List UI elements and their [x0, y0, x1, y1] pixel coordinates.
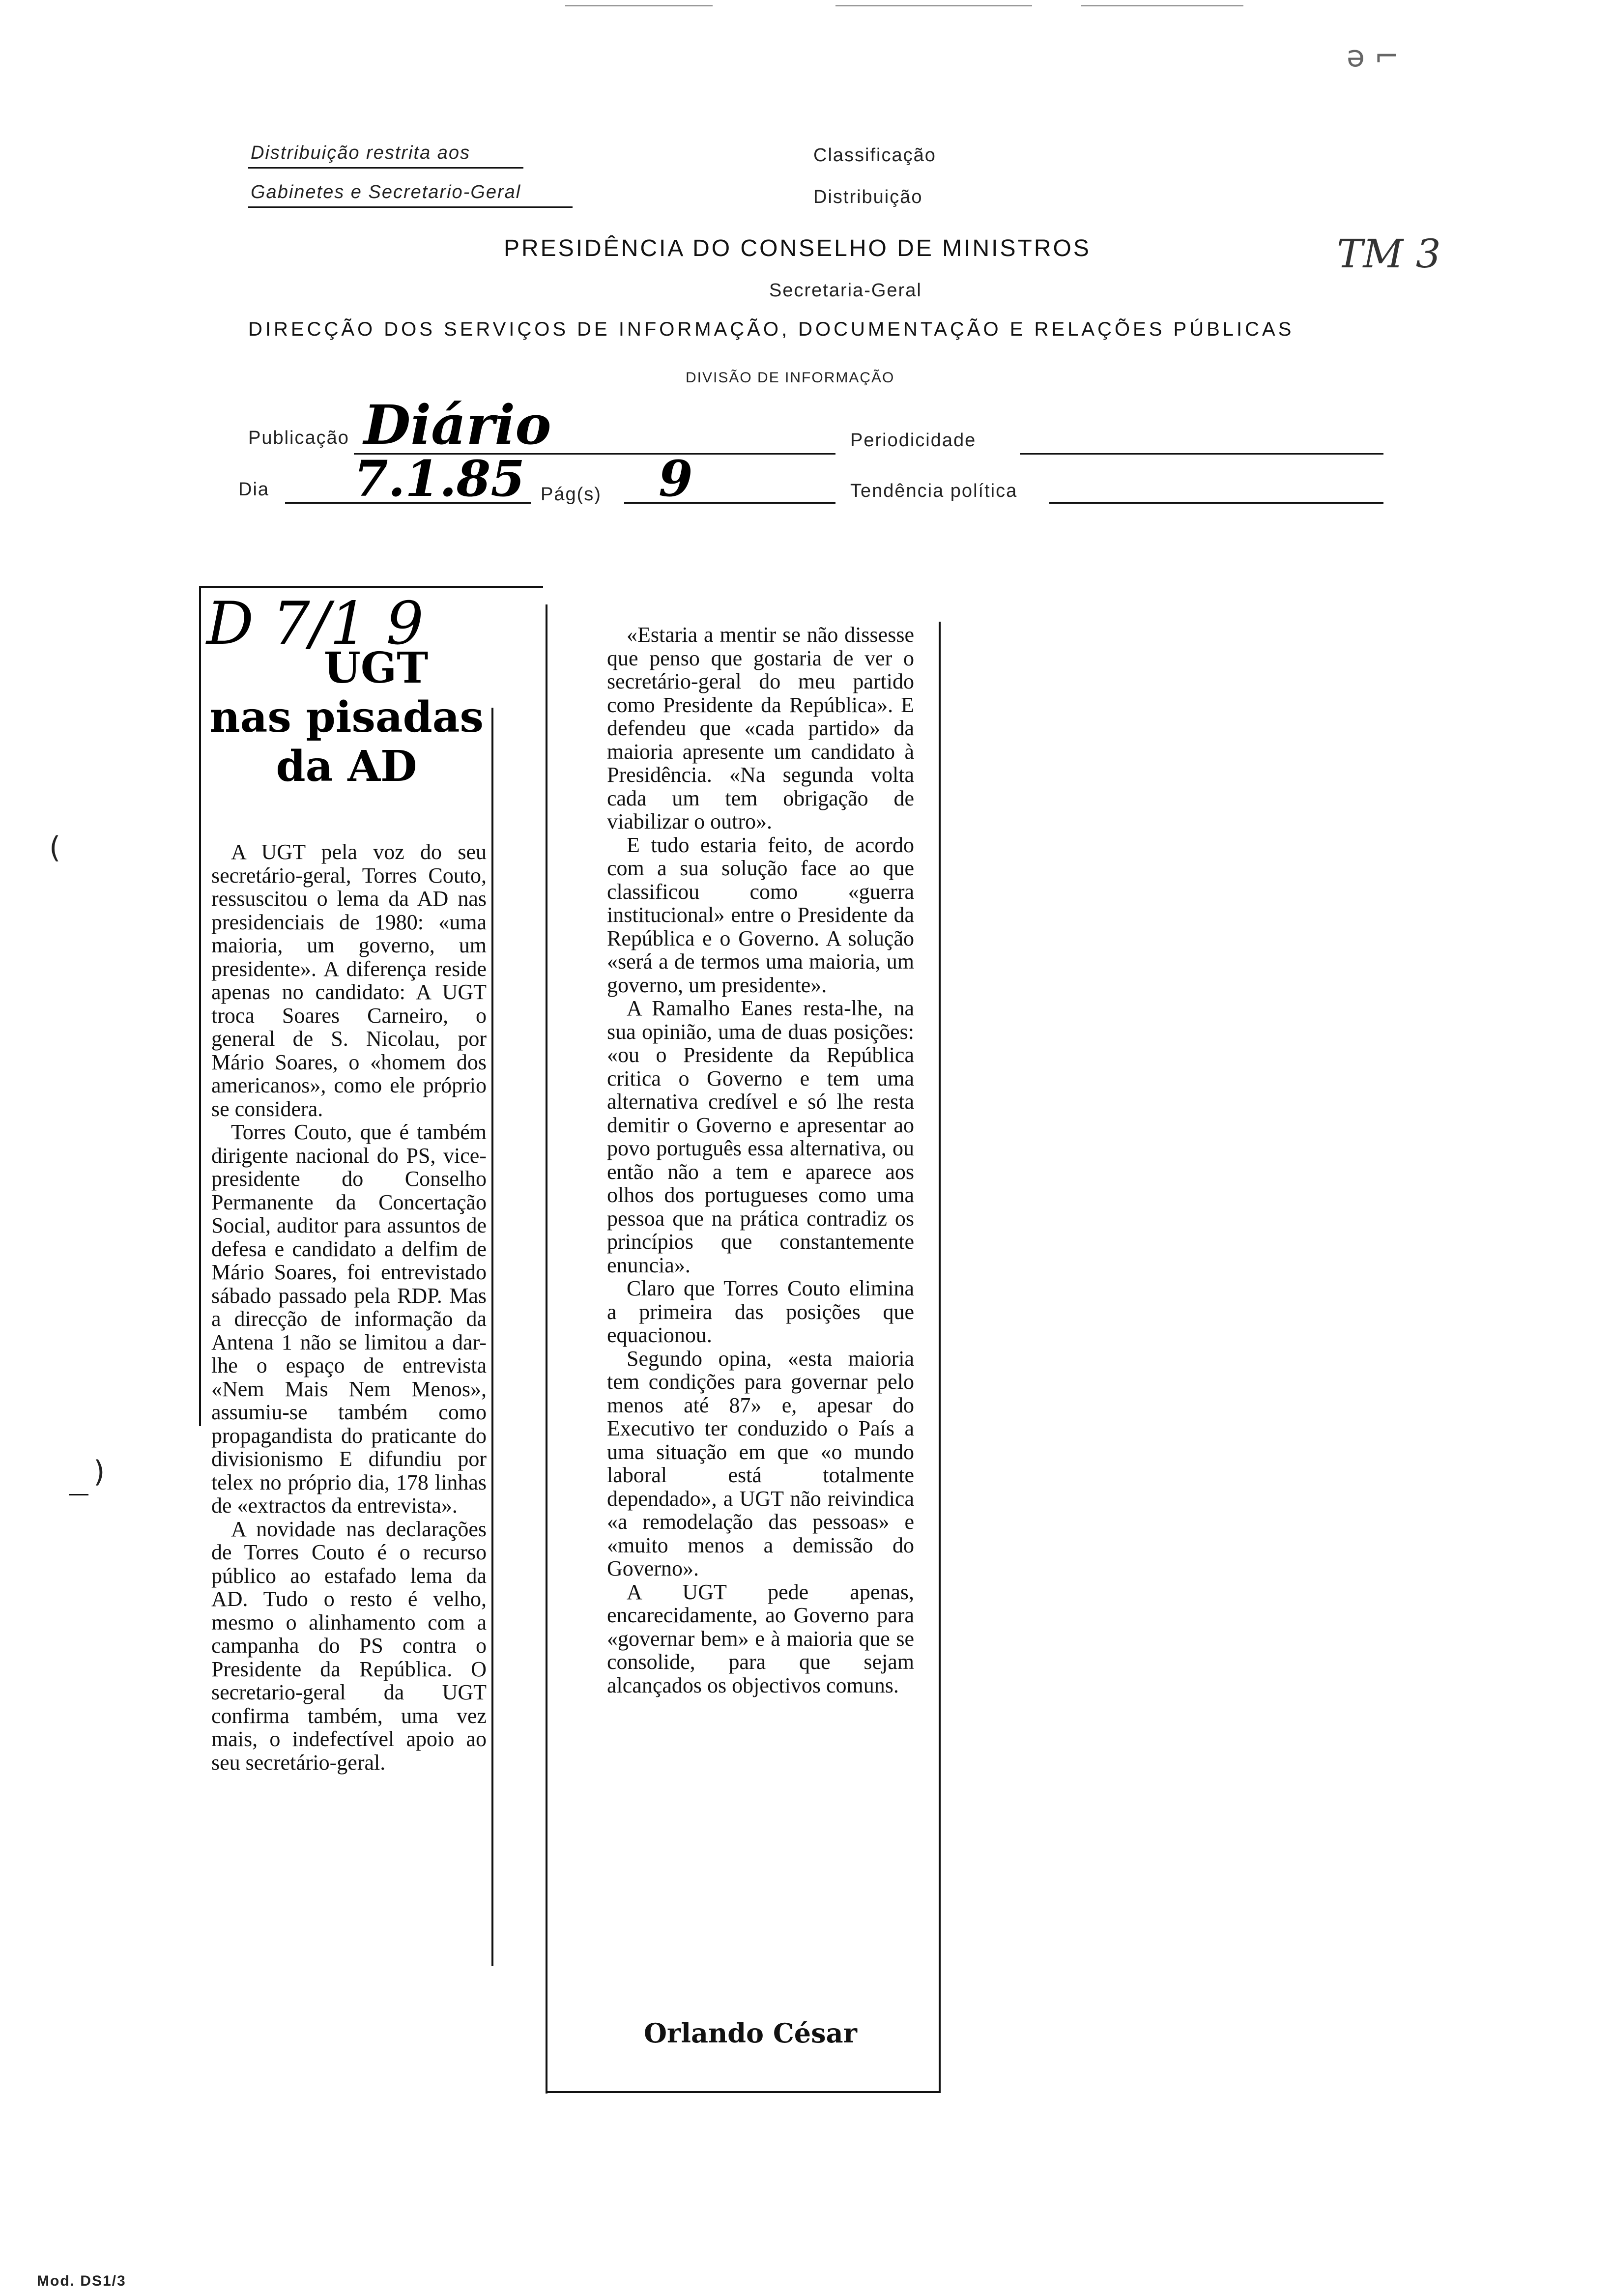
- col2-paragraph: Segundo opina, «esta maioria tem condições para governar pelo menos até 87» e, apesar do Executivo ter conduzido o País a uma situação em que «o mundo laboral está totalmente dependado», a UGT não reivindica «a remodelação das pessoas» e «muito menos a demissão do Governo».: [607, 1346, 914, 1580]
- margin-bracket-mark: (: [49, 831, 61, 865]
- pages-handwritten: 9: [659, 450, 693, 508]
- pages-line: [624, 502, 835, 504]
- corner-scribble: ǝ ⌐: [1347, 39, 1399, 74]
- col1-right-border: [491, 708, 493, 1966]
- distribution-label: Distribuição: [813, 187, 923, 207]
- article-column-2: [607, 623, 914, 1697]
- publication-label: Publicação: [248, 428, 349, 448]
- distribution-note-line1: Distribuição restrita aos: [251, 143, 471, 163]
- col2-left-border: [546, 604, 547, 2094]
- col2-right-border: [939, 622, 941, 2091]
- article-headline: [202, 644, 491, 791]
- scan-edge-line: [835, 5, 1032, 6]
- clip-top-border: [199, 586, 543, 588]
- col2-paragraph: E tudo estaria feito, de acordo com a sua solução face ao que classificou como «guerra institucional» entre o Presidente da República e o Governo. A solução «será a de termos uma maioria, um governo, um presidente».: [607, 832, 914, 997]
- footer-form-code: Mod. DS1/3: [37, 2273, 126, 2289]
- col2-paragraph: A Ramalho Eanes resta-lhe, na sua opinião, uma de duas posições: «ou o Presidente da República critica o Governo e tem uma alternativa credível e só lhe resta demitir o Governo e apresentar ao povo português essa alternativa, ou então não a tem e aparece aos olhos dos portugueses como uma pessoa que na prática contradiz os princípios que constantemente enuncia».: [607, 996, 914, 1277]
- col2-paragraph: Claro que Torres Couto elimina a primeira das posições que equacionou.: [607, 1276, 914, 1347]
- distribution-underline: [248, 167, 523, 169]
- distribution-underline: [248, 206, 573, 208]
- scan-edge-line: [1081, 5, 1243, 6]
- scan-edge-line: [565, 5, 713, 6]
- distribution-note-line2: Gabinetes e Secretario-Geral: [251, 182, 521, 202]
- tendency-line: [1049, 502, 1383, 504]
- periodicity-line: [1020, 453, 1383, 455]
- division-title: DIVISÃO DE INFORMAÇÃO: [686, 370, 895, 386]
- day-handwritten: 7.1.85: [354, 450, 525, 508]
- tendency-label: Tendência política: [850, 481, 1018, 501]
- col1-paragraph: A novidade nas declarações de Torres Couto é o recurso público ao estafado lema da AD. Tudo o resto é velho, mesmo o alinhamento com a campanha do PS contra o Presidente da República. O secretario-geral da UGT confirma também, uma vez mais, o indefectível apoio ao seu secretário-geral.: [211, 1517, 487, 1775]
- day-label: Dia: [238, 479, 270, 500]
- col2-paragraph: «Estaria a mentir se não dissesse que penso que gostaria de ver o secretário-geral do meu partido como Presidente da República». E defendeu que «cada partido» da maioria apresente um candidato à Presidência. «Na segunda volta cada um tem obrigação de viabilizar o outro».: [607, 623, 914, 833]
- headline-line-1: UGT: [323, 643, 429, 693]
- clip-left-border: [199, 586, 201, 1426]
- publication-handwritten: Diário: [364, 393, 551, 457]
- col1-paragraph: A UGT pela voz do seu secretário-geral, Torres Couto, ressuscitou o lema da AD nas presidenciais de 1980: «uma maioria, um governo, um presidente». A diferença reside apenas no candidato: A UGT troca Soares Carneiro, o general de S. Nicolau, por Mário Soares, o «homem dos americanos», como ele próprio se considera.: [211, 840, 487, 1121]
- col2-bottom-border: [546, 2091, 941, 2093]
- day-line: [285, 502, 531, 504]
- margin-bracket-mark: ): [93, 1455, 105, 1489]
- secretariat-title: Secretaria-Geral: [769, 280, 922, 301]
- classification-label: Classificação: [813, 145, 936, 166]
- pages-label: Pág(s): [541, 484, 602, 505]
- periodicity-label: Periodicidade: [850, 430, 977, 451]
- clipping-handwritten-note: D 7/1 9: [206, 590, 424, 658]
- margin-tick-mark: [69, 1494, 88, 1495]
- col2-paragraph: A UGT pede apenas, encarecidamente, ao Governo para «governar bem» e à maioria que se consolide, para que sejam alcançados os objectivos comuns.: [607, 1579, 914, 1697]
- col1-paragraph: Torres Couto, que é também dirigente nacional do PS, vice-presidente do Conselho Permanente da Concertação Social, auditor para assuntos de defesa e candidato a delfim de Mário Soares, foi entrevistado sábado passado pela RDP. Mas a direcção de informação da Antena 1 não se limitou a dar-lhe o espaço de entrevista «Nem Mais Nem Menos», assumiu-se também como propagandista do praticante do divisionismo E difundiu por telex no próprio dia, 178 linhas de «extractos da entrevista».: [211, 1120, 487, 1518]
- directorate-title: DIRECÇÃO DOS SERVIÇOS DE INFORMAÇÃO, DOCUMENTAÇÃO E RELAÇÕES PÚBLICAS: [248, 318, 1295, 340]
- article-byline: Orlando César: [644, 2017, 858, 2049]
- presidency-title: PRESIDÊNCIA DO CONSELHO DE MINISTROS: [504, 235, 1091, 261]
- article-column-1: [211, 840, 487, 1774]
- headline-line-2: nas pisadas: [209, 692, 484, 742]
- headline-line-3: da AD: [276, 742, 417, 791]
- corner-handwritten-note: TM 3: [1337, 231, 1441, 277]
